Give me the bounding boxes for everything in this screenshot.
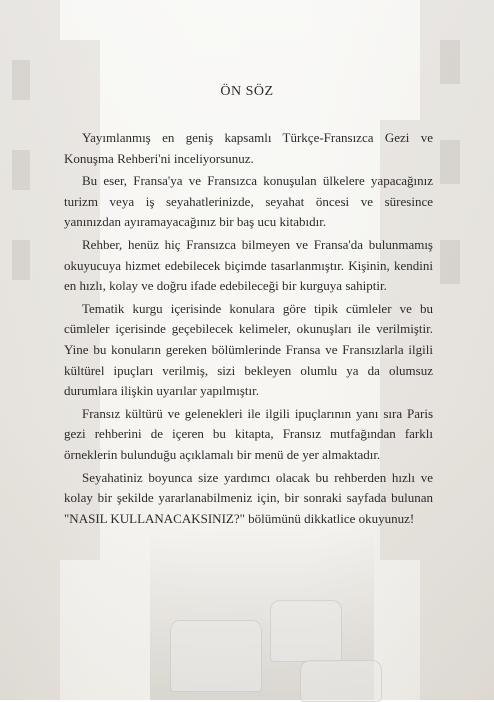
car: [300, 660, 382, 702]
window: [440, 240, 460, 284]
car: [170, 620, 262, 692]
paragraph: Bu eser, Fransa'ya ve Fransızca konuşulan ülkelere yapacağınız turizm veya iş seyahatlerinizde, seyahat öncesi ve süresince yanınızdan ayıramayacağınız bir baş ucu kitabıdır.: [64, 173, 433, 230]
paragraph: Yayımlanmış en geniş kapsamlı Türkçe-Fransızca Gezi ve Konuşma Rehberi'ni inceliyorsunuz.: [64, 130, 433, 166]
window: [12, 150, 30, 190]
paragraph: Seyahatiniz boyunca size yardımcı olacak bu rehberden hızlı ve kolay bir şekilde yararlanabilmeniz için, bir sonraki sayfada bulunan "NASIL KULLANACAKSINIZ?" bölümünü dikkatlice okuyunuz!: [64, 469, 433, 526]
window: [440, 140, 460, 184]
window: [12, 240, 30, 280]
paragraph: Tematik kurgu içerisinde konulara göre tipik cümleler ve bu cümleler içerisinde geçebilecek kelimeler, okunuşları ile verilmiştir. Yine bu konuların gereken bölümlerinde Fransa ve Fransızlarla ilgili kültürel ipuçları verilmiş, sizi bekleyen olumlu ya da olumsuz durumlara ilişkin uyarılar yapılmıştır.: [64, 300, 433, 399]
window: [440, 40, 460, 84]
car: [270, 600, 342, 662]
building-left: [0, 0, 60, 700]
preface-body: [64, 128, 433, 531]
page-title: ÖN SÖZ: [220, 84, 274, 99]
paragraph: Fransız kültürü ve gelenekleri ile ilgili ipuçlarının yanı sıra Paris gezi rehberini de içeren bu kitapta, Fransız mutfağından farklı örneklerin bulunduğu açıklamalı bir menü de yer almaktadır.: [64, 405, 433, 462]
paragraph: Rehber, henüz hiç Fransızca bilmeyen ve Fransa'da bulunmamış okuyucuya hizmet edebilecek biçimde tasarlanmıştır. Kişinin, kendini en hızlı, kolay ve doğru ifade edebileceği bir kurguya sahiptir.: [64, 236, 433, 294]
